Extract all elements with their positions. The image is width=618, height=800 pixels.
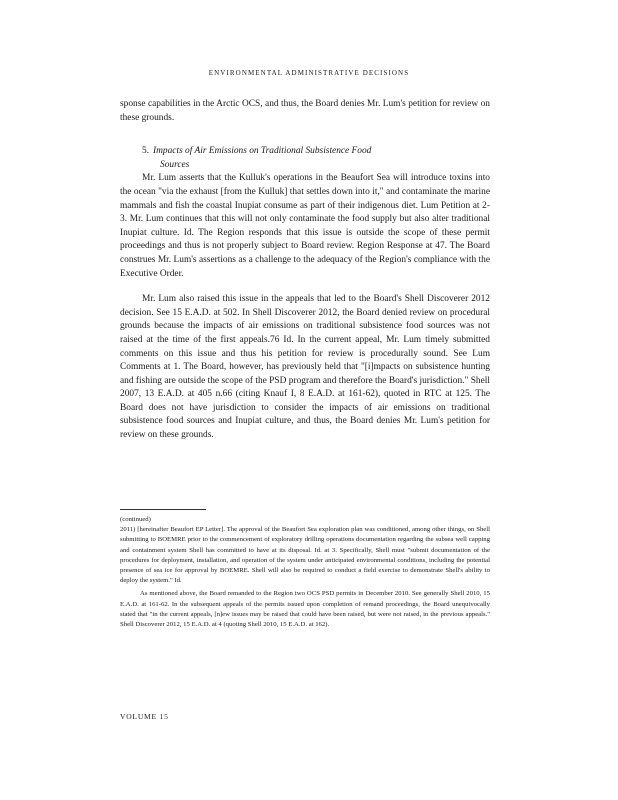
running-head: ENVIRONMENTAL ADMINISTRATIVE DECISIONS: [208, 69, 410, 77]
body-paragraph-2: Mr. Lum also raised this issue in the appeals that led to the Board's Shell Discoverer 2012 decision. See 15 E.A.D. at 502. In Shell Discoverer 2012, the Board denied review on procedural grounds because the impacts of air emissions on traditional subsistence food sources was not raised at the time of the first appeals.76 Id. In the current appeal, Mr. Lum timely submitted comments on this issue and thus his petition for review is procedurally sound. See Lum Comments at 1. The Board, however, has previously held that "[i]mpacts on subsistence hunting and fishing are outside the scope of the PSD program and therefore the Board's jurisdiction." Shell 2007, 13 E.A.D. at 405 n.66 (citing Knauf I, 8 E.A.D. at 161-62), quoted in RTC at 125. The Board does not have jurisdiction to consider the impacts of air emissions on traditional subsistence food sources and Inupiat culture, and thus, the Board denies Mr. Lum's petition for review on these grounds.: [120, 294, 490, 441]
section-number: 5.: [142, 146, 150, 157]
footnote-76: As mentioned above, the Board remanded to the Region two OCS PSD permits in December 2010. See generally Shell 2010, 15 E.A.D. at 161-62. In the subsequent appeals of the permits issued upon completion of remand proceedings, the Board unequivocally stated that "in the current appeals, [n]ew issues may be raised that could have been raised, but were not raised, in the previous appeals." Shell Discoverer 2012, 15 E.A.D. at 4 (quoting Shell 2010, 15 E.A.D. at 162).: [120, 590, 490, 629]
page-folio: VOLUME 15: [120, 712, 169, 721]
section-title-line1: Impacts of Air Emissions on Traditional Subsistence Food: [153, 146, 372, 157]
footnote-continued-text: 2011) [hereinafter Beaufort EP Letter]. The approval of the Beaufort Sea exploration plan was conditioned, among other things, on Shell submitting to BOEMRE prior to the commencement of exploratory drilling operations documentation regarding the subsea well capping and containment system Shell has committed to have at its disposal. Id. at 3. Specifically, Shell must "submit documentation of the procedures for deployment, installation, and operation of the system under anticipated environmental conditions, including the potential presence of sea ice for approval by BOEMRE. Shell will also be required to conduct a field exercise to demonstrate Shell's ability to deploy the system." Id.: [120, 526, 490, 585]
section-title-line2: Sources: [160, 159, 190, 170]
intro-paragraph: sponse capabilities in the Arctic OCS, and thus, the Board denies Mr. Lum's petition for review on these grounds.: [120, 99, 490, 123]
footnote-continued-label: (continued): [120, 516, 151, 523]
body-paragraph-1: Mr. Lum asserts that the Kulluk's operations in the Beaufort Sea will introduce toxins into the ocean "via the exhaust [from the Kulluk] that settles down into it," and contaminate the marine mammals and fish the coastal Inupiat consume as part of their indigenous diet. Lum Petition at 2-3. Mr. Lum continues that this will not only contaminate the food supply but also alter traditional Inupiat culture. Id. The Region responds that this issue is outside the scope of these permit proceedings and thus is not properly subject to Board review. Region Response at 47. The Board construes Mr. Lum's assertions as a challenge to the adequacy of the Region's compliance with the Executive Order.: [120, 173, 490, 279]
body-text: [120, 98, 490, 455]
footnotes: [120, 515, 490, 630]
footnote-separator: [120, 509, 206, 510]
section-heading: [120, 145, 490, 172]
